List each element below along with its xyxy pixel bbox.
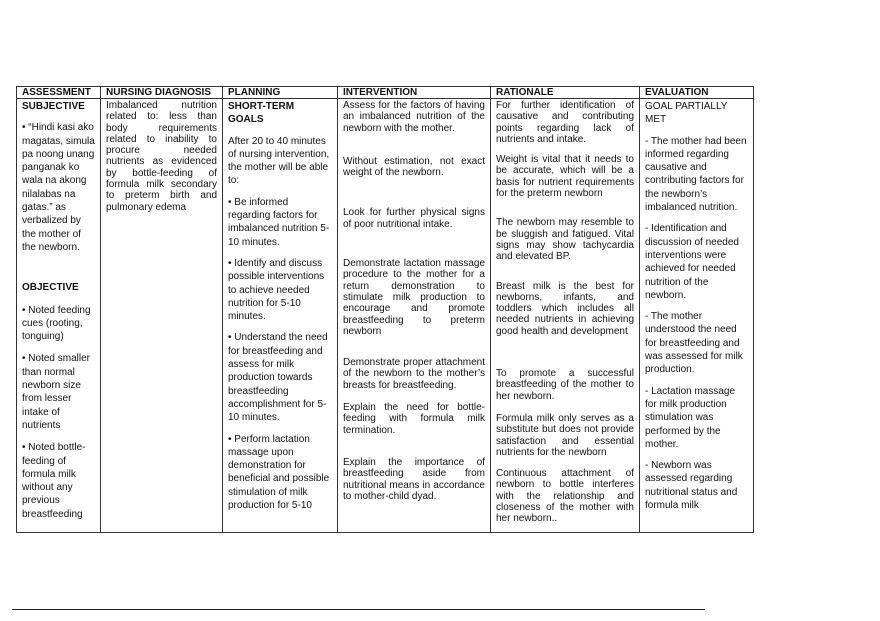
rationale-item: Continuous attachment of newborn to bottle interferes with the relationship and closeness of the mother with her newborn.. — [496, 468, 634, 525]
rationale-item: To promote a successful breastfeeding of the mother to her newborn. — [496, 368, 634, 402]
intervention-item: Look for further physical signs of poor nutritional intake. — [343, 207, 485, 230]
assessment-cell — [17, 99, 101, 533]
header-row — [17, 87, 754, 99]
nursing-diagnosis-cell — [101, 99, 223, 533]
rationale-item: Weight is vital that it needs to be accurate, which will be a basis for nutrient requirements for the preterm newborn — [496, 154, 634, 200]
evaluation-item: - The mother had been informed regarding causative and contributing factors for the newborn’s imbalanced nutrition. — [645, 135, 747, 214]
planning-goal: • Understand the need for breastfeeding and assess for milk production towards breastfeeding accomplishment for 5-10 minutes. — [228, 332, 328, 424]
intervention-item: Demonstrate proper attachment of the newborn to the mother’s breasts for breastfeeding. — [343, 357, 485, 391]
evaluation-status: GOAL PARTIALLY MET — [645, 101, 728, 126]
evaluation-item: - Identification and discussion of needed interventions were achieved for needed nutrition of the newborn. — [645, 223, 739, 301]
nursing-diagnosis-text: Imbalanced nutrition related to: less than body requirements related to inability to procure needed nutrients as evidenced by bottle-feeding of formula milk secondary to preterm birth and pulmonary edema — [106, 100, 217, 213]
rationale-item: Formula milk only serves as a substitute but does not provide satisfaction and essential nutrients for the newborn — [496, 412, 634, 458]
header-rationale: RATIONALE — [491, 87, 640, 99]
subjective-statement: • “Hindi kasi ako magatas, simula pa noong unang panganak ko wala na akong nilalabas na gatas.” as verbalized by the mother of the newborn. — [22, 122, 95, 253]
evaluation-item: - Lactation massage for milk production stimulation was performed by the mother. — [645, 385, 736, 450]
planning-goal: • Be informed regarding factors for imbalanced nutrition 5-10 minutes. — [228, 196, 330, 248]
objective-heading: OBJECTIVE — [22, 282, 79, 294]
header-evaluation: EVALUATION — [640, 87, 754, 99]
planning-cell — [223, 99, 338, 533]
rationale-item: For further identification of causative and contributing points regarding lack of nutrients and intake. — [496, 100, 634, 145]
rationale-item: Breast milk is the best for newborns, infants, and toddlers which includes all needed nutrients in achieving good health and development — [496, 280, 634, 337]
header-assessment: ASSESSMENT — [17, 87, 101, 99]
objective-item: • Noted smaller than normal newborn size from lesser intake of nutrients — [22, 353, 90, 431]
planning-intro: After 20 to 40 minutes of nursing intervention, the mother will be able to: — [228, 135, 330, 187]
intervention-item: Without estimation, not exact weight of the newborn. — [343, 155, 485, 179]
planning-goal: • Perform lactation massage upon demonstration for beneficial and possible stimulation of milk production for 5-10 — [228, 433, 330, 512]
rationale-item: The newborn may resemble to be sluggish and fatigued. Vital signs may show tachycardia and elevated BP. — [496, 217, 634, 263]
evaluation-cell — [640, 99, 754, 533]
subjective-heading: SUBJECTIVE — [22, 101, 85, 112]
objective-item: • Noted bottle-feeding of formula milk without any previous breastfeeding — [22, 442, 86, 520]
evaluation-item: - Newborn was assessed regarding nutritional status and formula milk — [645, 460, 738, 512]
intervention-item: Explain the importance of breastfeeding aside from nutritional means in accordance to mother-child dyad. — [343, 456, 485, 502]
intervention-item: Assess for the factors of having an imbalanced nutrition of the newborn with the mother. — [343, 100, 485, 134]
objective-item: • Noted feeding cues (rooting, tonguing) — [22, 304, 91, 343]
intervention-item: Demonstrate lactation massage procedure to the mother for a return demonstration to stimulate milk production to encourage and promote breastfeeding to preterm newborn — [343, 258, 485, 337]
evaluation-item: - The mother understood the need for breastfeeding and was assessed for milk production. — [645, 311, 743, 376]
intervention-item: Explain the need for bottle-feeding with formula milk termination. — [343, 402, 485, 436]
header-nursing-diagnosis: NURSING DIAGNOSIS — [101, 87, 223, 99]
page-footer-rule — [12, 609, 705, 610]
rationale-cell — [491, 99, 640, 533]
intervention-cell — [338, 99, 491, 533]
planning-heading: SHORT-TERM GOALS — [228, 101, 295, 126]
nursing-care-plan-table — [16, 86, 754, 533]
planning-goal: • Identify and discuss possible interventions to achieve needed nutrition for 5-10 minutes. — [228, 257, 325, 323]
header-planning: PLANNING — [223, 87, 338, 99]
header-intervention: INTERVENTION — [338, 87, 491, 99]
care-plan-row — [17, 99, 754, 533]
